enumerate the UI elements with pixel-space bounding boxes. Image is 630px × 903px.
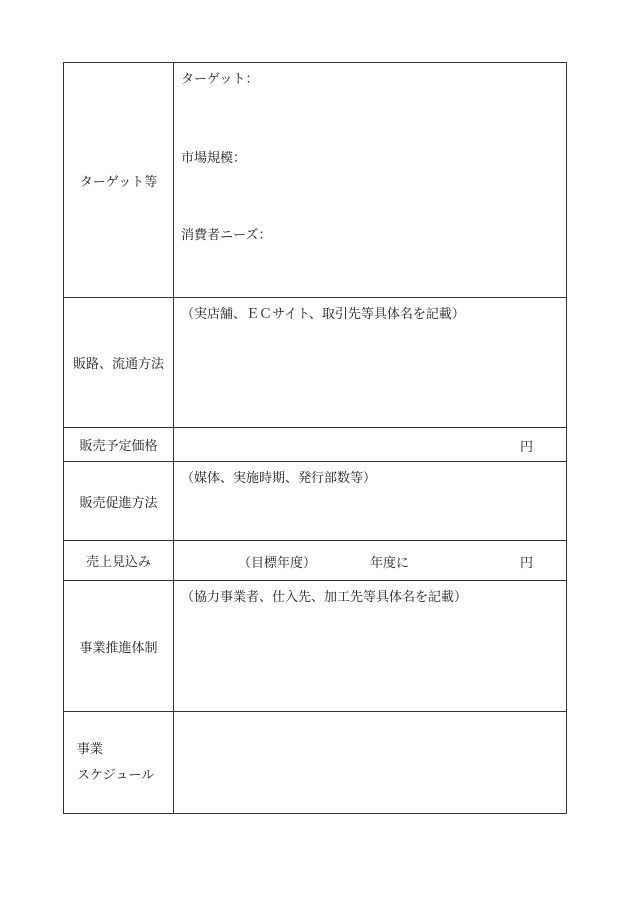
schedule-label-line2: スケジュール	[77, 767, 155, 783]
target-label: ターゲット：	[181, 72, 259, 87]
year-suffix: 年度に	[370, 556, 410, 571]
field-structure[interactable]	[174, 581, 566, 711]
label-sales-forecast: 売上見込み	[64, 541, 174, 580]
application-form-table	[63, 62, 567, 814]
sales-unit: 円	[520, 556, 534, 571]
label-target: ターゲット等	[64, 63, 174, 297]
row-structure	[64, 580, 566, 711]
row-channel	[64, 297, 566, 427]
field-target[interactable]	[174, 63, 566, 297]
label-schedule	[64, 712, 174, 813]
row-promotion	[64, 461, 566, 540]
row-target	[64, 63, 566, 297]
label-promotion: 販売促進方法	[64, 462, 174, 540]
field-sales-forecast[interactable]	[174, 541, 566, 580]
consumer-needs-label: 消費者ニーズ：	[181, 228, 272, 243]
label-structure: 事業推進体制	[64, 581, 174, 711]
label-price: 販売予定価格	[64, 428, 174, 461]
field-promotion[interactable]	[174, 462, 566, 540]
schedule-label-line1: 事業	[77, 741, 104, 757]
label-channel: 販路、流通方法	[64, 298, 174, 427]
field-price[interactable]	[174, 428, 566, 461]
row-price	[64, 427, 566, 461]
structure-hint: （協力事業者、仕入先、加工先等具体名を記載）	[181, 590, 468, 605]
target-year-label: （目標年度）	[238, 556, 317, 571]
price-unit: 円	[520, 440, 534, 455]
channel-hint: （実店舗、ＥＣサイト、取引先等具体名を記載）	[181, 307, 465, 322]
field-schedule[interactable]	[174, 712, 566, 813]
promotion-hint: （媒体、実施時期、発行部数等）	[181, 471, 377, 486]
field-channel[interactable]	[174, 298, 566, 427]
row-schedule	[64, 711, 566, 813]
row-sales-forecast	[64, 540, 566, 580]
market-size-label: 市場規模：	[181, 151, 247, 166]
